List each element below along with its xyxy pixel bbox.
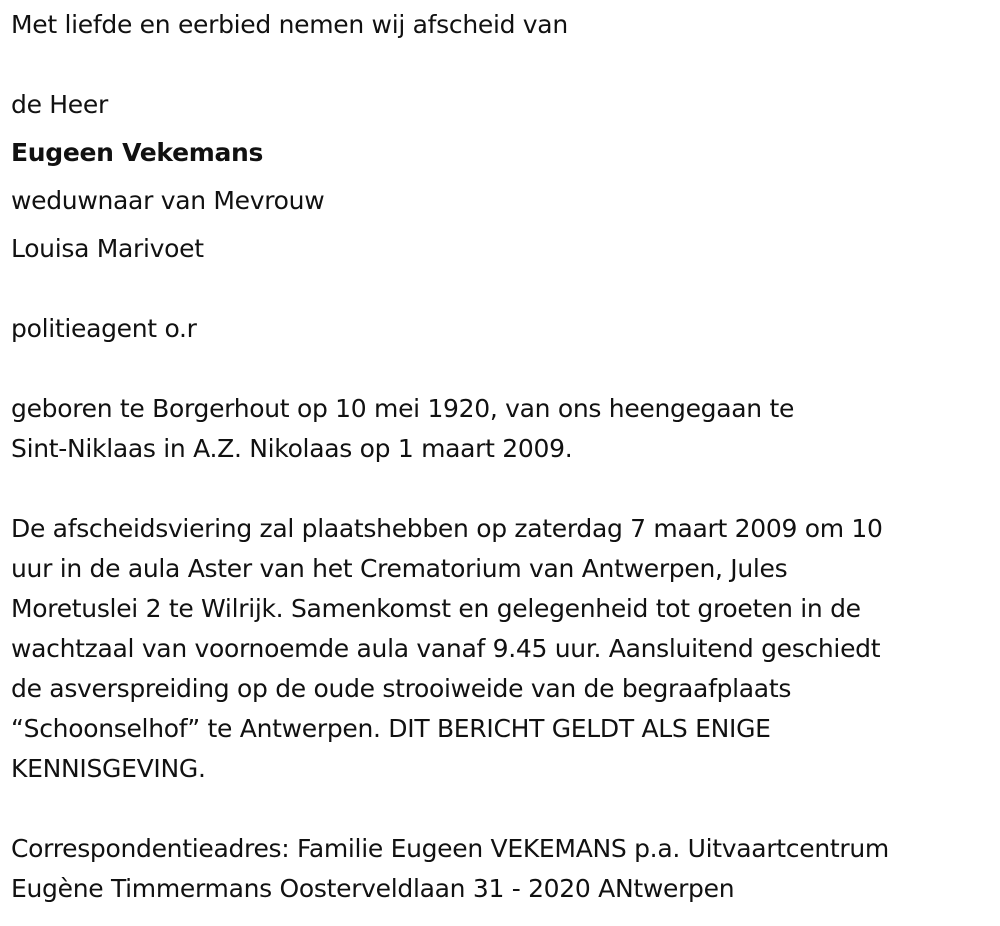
correspondence-line: Correspondentieadres: Familie Eugeen VEKEMANS p.a. Uitvaartcentrum [11, 834, 889, 863]
correspondence-line: Eugène Timmermans Oosterveldlaan 31 - 2020 ANtwerpen [11, 874, 735, 903]
birth-death-line: Sint-Niklaas in A.Z. Nikolaas op 1 maart 2009. [11, 434, 573, 463]
ceremony-line: de asverspreiding op de oude strooiweide van de begraafplaats [11, 674, 792, 703]
spouse-name: Louisa Marivoet [11, 234, 204, 263]
birth-death-line: geboren te Borgerhout op 10 mei 1920, van ons heengegaan te [11, 394, 795, 423]
intro-text: Met liefde en eerbied nemen wij afscheid van [11, 10, 568, 39]
deceased-name: Eugeen Vekemans [11, 138, 264, 167]
widower-of: weduwnaar van Mevrouw [11, 186, 325, 215]
ceremony-line: uur in de aula Aster van het Crematorium van Antwerpen, Jules [11, 554, 788, 583]
ceremony-line: Moretuslei 2 te Wilrijk. Samenkomst en gelegenheid tot groeten in de [11, 594, 861, 623]
occupation: politieagent o.r [11, 314, 197, 343]
ceremony-line: De afscheidsviering zal plaatshebben op zaterdag 7 maart 2009 om 10 [11, 514, 883, 543]
ceremony-line: wachtzaal van voornoemde aula vanaf 9.45 uur. Aansluitend geschiedt [11, 634, 881, 663]
honorific: de Heer [11, 90, 108, 119]
ceremony-line: “Schoonselhof” te Antwerpen. DIT BERICHT GELDT ALS ENIGE [11, 714, 771, 743]
ceremony-line: KENNISGEVING. [11, 754, 206, 783]
